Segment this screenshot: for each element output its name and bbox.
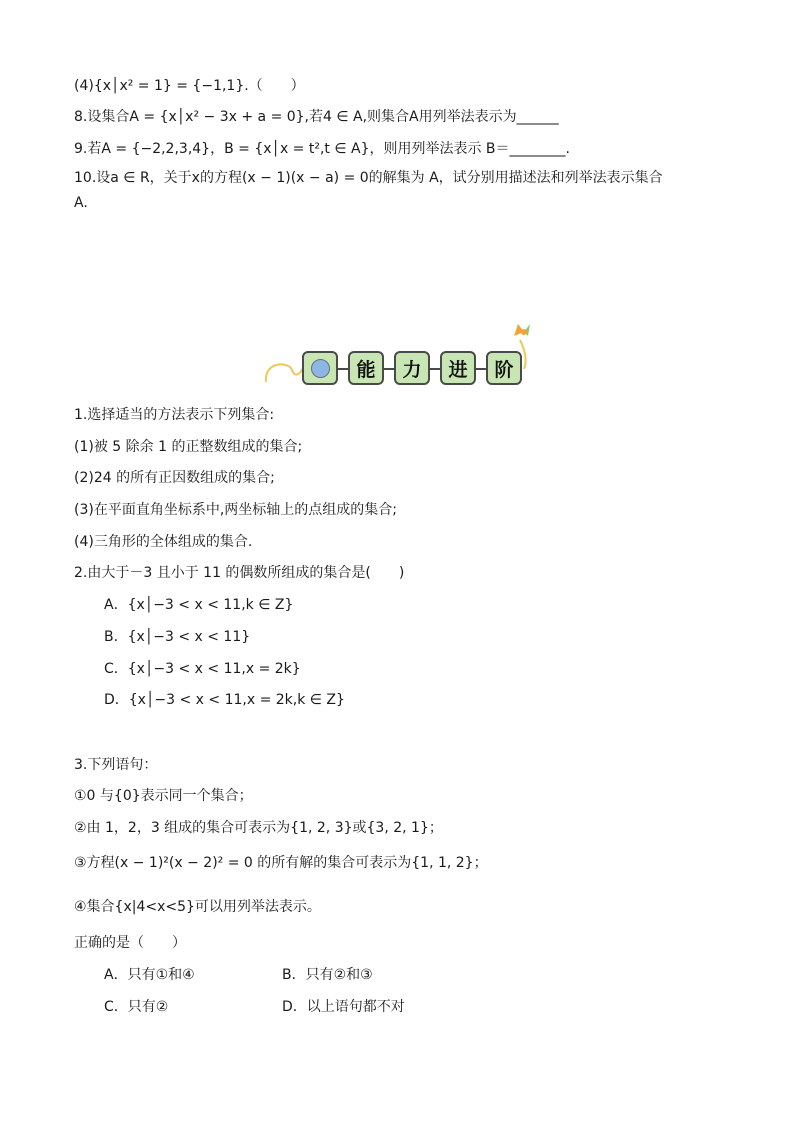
problem-10-cont: A. [74, 195, 88, 211]
problem-9: 9.若A = {−2,2,3,4}，B = {x│x = t²,t ∈ A}，则用列举法表示 B＝________. [74, 141, 570, 157]
question-1-item: (2)24 的所有正因数组成的集合; [74, 470, 275, 486]
problem-8: 8.设集合A = {x│x² − 3x + a = 0},若4 ∈ A,则集合A用列举法表示为______ [74, 109, 559, 125]
problem-7-4: (4){x│x² = 1} = {−1,1}.（ ） [74, 78, 305, 94]
banner-box: 力 [394, 351, 430, 385]
question-1-item: (3)在平面直角坐标系中,两坐标轴上的点组成的集合; [74, 502, 397, 518]
statement-3: ③方程(x − 1)²(x − 2)² = 0 的所有解的集合可表示为{1, 1, 2}； [74, 855, 488, 871]
question-1-item: (1)被 5 除余 1 的正整数组成的集合; [74, 439, 303, 455]
option-b: B．{x│−3 < x < 11} [104, 629, 251, 645]
banner-box: 进 [440, 351, 476, 385]
question-1-item: (4)三角形的全体组成的集合. [74, 534, 253, 550]
option-d: D．{x│−3 < x < 11,x = 2k,k ∈ Z} [104, 692, 345, 708]
question-2: 2.由大于－3 且小于 11 的偶数所组成的集合是( ) [74, 565, 405, 581]
option-c: C．{x│−3 < x < 11,x = 2k} [104, 661, 301, 677]
option-a: A．{x│−3 < x < 11,k ∈ Z} [104, 597, 294, 613]
statement-2: ②由 1，2，3 组成的集合可表示为{1, 2, 3}或{3, 2, 1}； [74, 820, 443, 836]
banner-box: 阶 [486, 351, 522, 385]
option-b: B．只有②和③ [282, 967, 373, 983]
statement-4: ④集合{x|4<x<5}可以用列举法表示。 [74, 899, 321, 915]
banner-box: 能 [348, 351, 384, 385]
flower-icon [514, 324, 530, 336]
banner-box-icon [302, 351, 338, 385]
option-c: C．只有② [104, 999, 169, 1015]
statement-1: ①0 与{0}表示同一个集合； [74, 788, 253, 804]
question-1: 1.选择适当的方法表示下列集合: [74, 407, 275, 423]
circle-icon [311, 359, 330, 378]
problem-10: 10.设a ∈ R，关于x的方程(x − 1)(x − a) = 0的解集为 A，试分别用描述法和列举法表示集合 [74, 170, 663, 186]
option-a: A．只有①和④ [104, 967, 195, 983]
question-3-ask: 正确的是（ ） [74, 935, 186, 951]
question-3: 3.下列语句： [74, 757, 158, 773]
curve-decoration [266, 356, 306, 382]
option-d: D．以上语句都不对 [282, 999, 405, 1015]
